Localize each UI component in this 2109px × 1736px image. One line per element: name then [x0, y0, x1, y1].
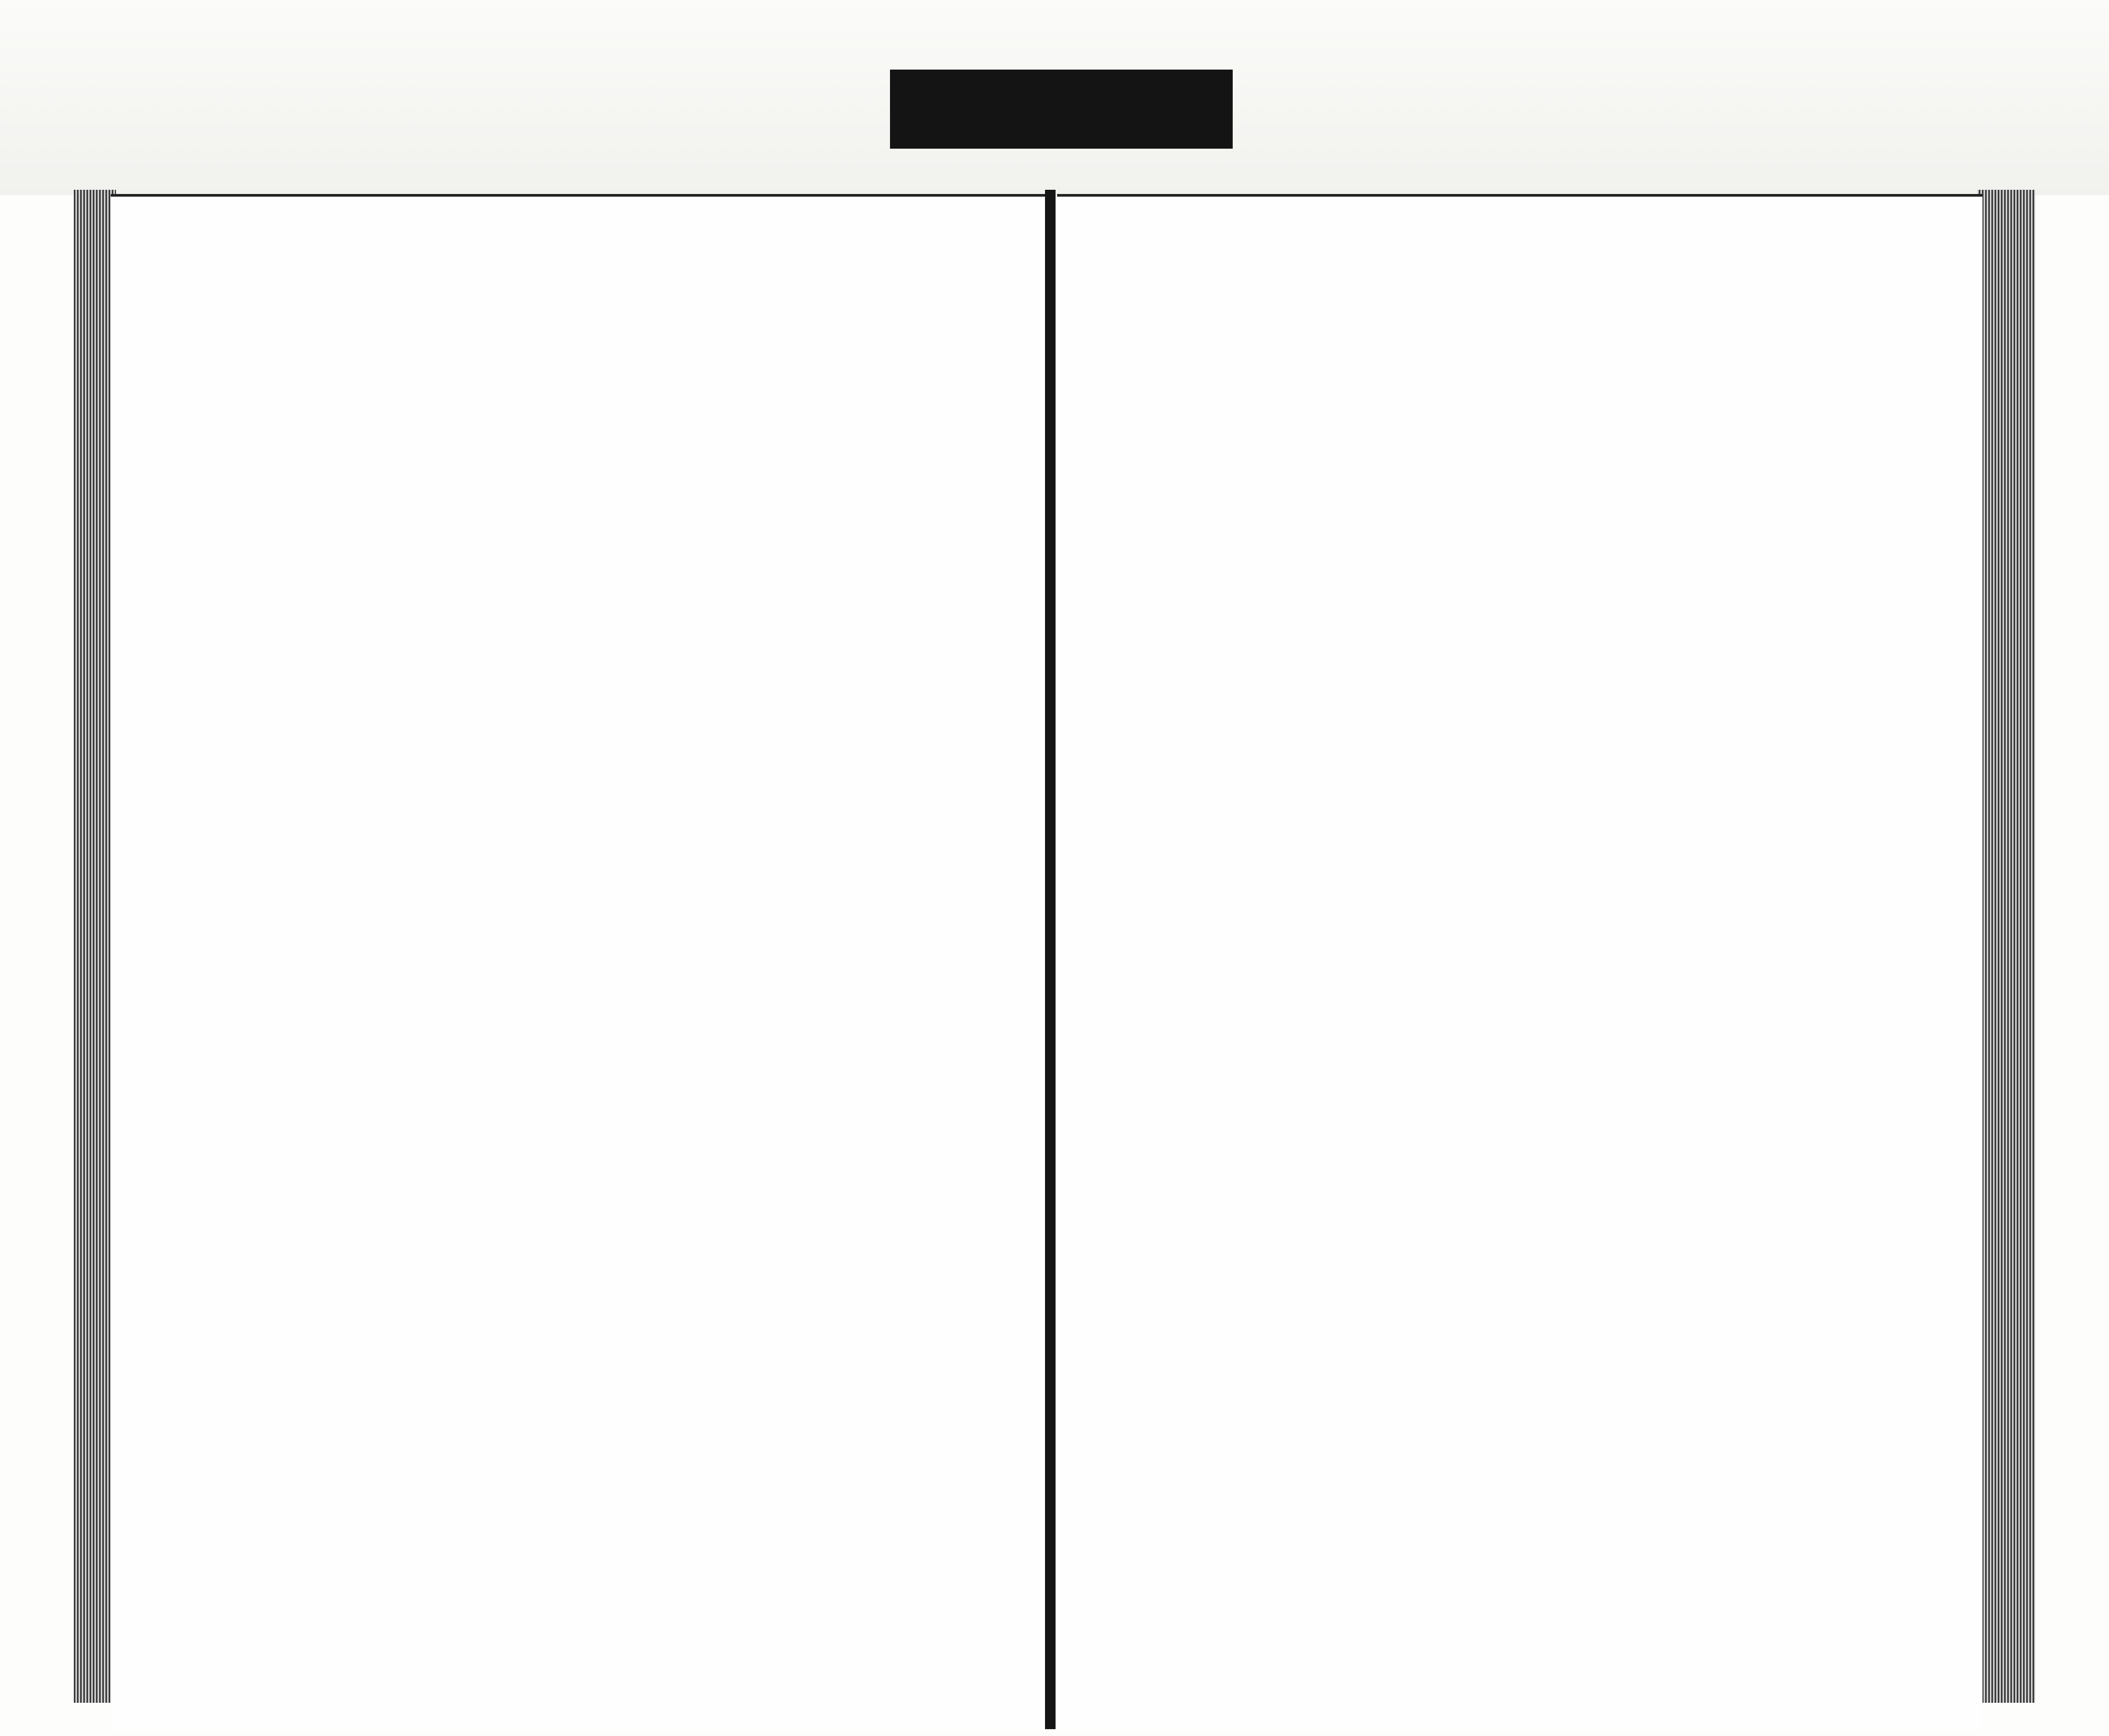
left-page-edge [74, 190, 116, 1703]
frame-counter-label [890, 70, 1233, 149]
right-page-edge [1977, 190, 2035, 1703]
right-page [1057, 194, 1982, 1731]
book-gutter [1045, 190, 1056, 1729]
left-page [111, 194, 1047, 1731]
open-book [0, 190, 2109, 1736]
